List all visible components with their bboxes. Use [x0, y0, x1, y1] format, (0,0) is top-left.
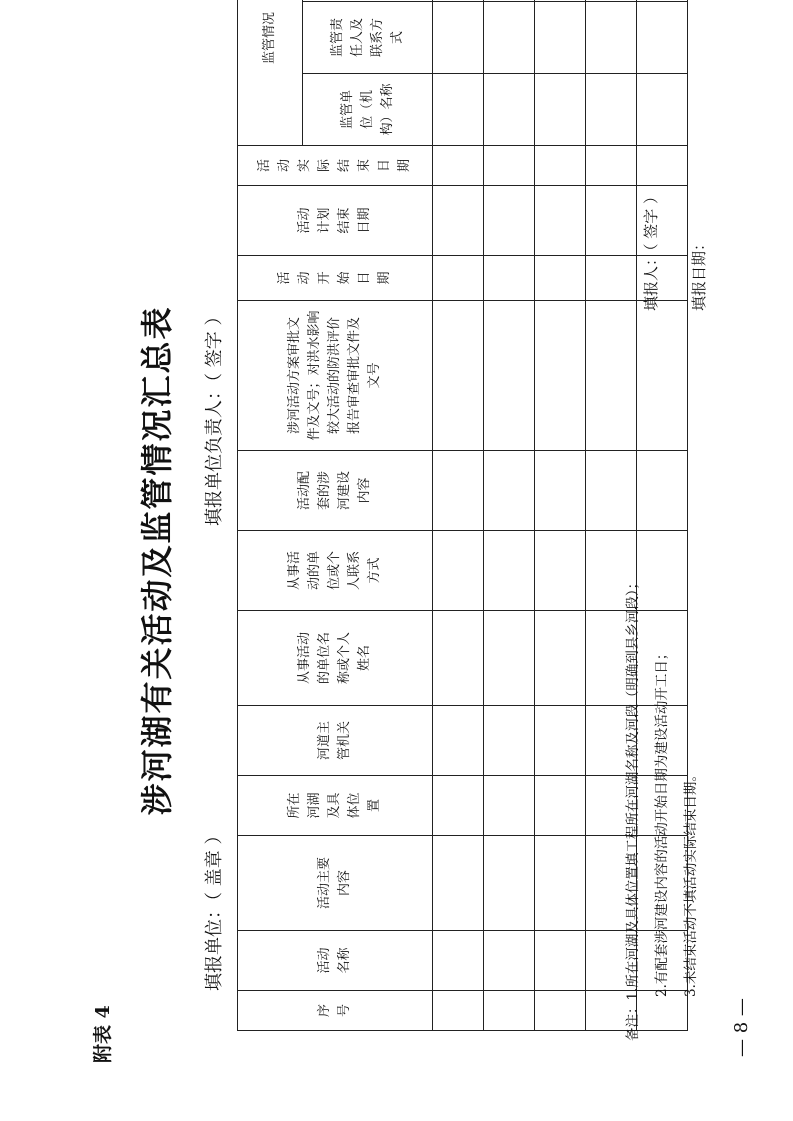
page-title: 涉河湖有关活动及监管情况汇总表 — [138, 305, 176, 816]
table-cell[interactable] — [535, 256, 586, 301]
table-cell[interactable] — [484, 931, 535, 991]
table-cell[interactable] — [535, 611, 586, 706]
table-cell[interactable] — [586, 146, 637, 186]
header-main-content: 活动主要 内容 — [238, 836, 433, 931]
header-authority: 河道主 管机关 — [238, 706, 433, 776]
note-line-3: 3.未结束活动不填活动实际结束日期。 — [683, 768, 699, 997]
table-cell[interactable] — [484, 776, 535, 836]
table-row — [433, 0, 484, 1031]
table-cell[interactable] — [637, 146, 688, 186]
table-cell[interactable] — [535, 451, 586, 531]
table-cell[interactable] — [484, 706, 535, 776]
table-cell[interactable] — [535, 706, 586, 776]
date-label: 填报日期： — [690, 235, 708, 311]
table-cell[interactable] — [637, 2, 688, 74]
table-cell[interactable] — [535, 301, 586, 451]
note-line-1: 备注：1.所在河湖及具体位置填工程所在河湖名称及河段（明确到县乡河段）； — [625, 575, 641, 1041]
note-line-2: 2.有配套涉河建设内容的活动开始日期为建设活动开工日； — [654, 646, 670, 997]
table-cell[interactable] — [484, 611, 535, 706]
header-index: 序 号 — [238, 991, 433, 1031]
table-cell[interactable] — [484, 0, 535, 2]
table-cell[interactable] — [433, 301, 484, 451]
header-planned-end: 活动 计划 结束 日期 — [238, 186, 433, 256]
table-cell[interactable] — [535, 146, 586, 186]
table-cell[interactable] — [535, 991, 586, 1031]
header-approval-docs: 涉河活动方案审批文 件及文号；对洪水影响 较大活动的防洪评价 报告审查审批文件及 文号 — [238, 301, 433, 451]
header-supervision-unit: 监管单 位（机 构）名称 — [303, 74, 433, 146]
header-supervision-person: 监管责 任人及 联系方 式 — [303, 2, 433, 74]
table-cell[interactable] — [535, 836, 586, 931]
table-cell[interactable] — [586, 74, 637, 146]
fill-unit-label: 填报单位：（ 盖章 ） — [204, 826, 225, 991]
table-cell[interactable] — [484, 146, 535, 186]
table-cell[interactable] — [433, 836, 484, 931]
table-cell[interactable] — [433, 0, 484, 2]
table-cell[interactable] — [433, 991, 484, 1031]
table-cell[interactable] — [433, 451, 484, 531]
signer-label: 填报人：（ 签字 ） — [642, 188, 660, 311]
table-cell[interactable] — [433, 256, 484, 301]
table-cell[interactable] — [484, 2, 535, 74]
table-cell[interactable] — [433, 186, 484, 256]
table-cell[interactable] — [535, 2, 586, 74]
table-cell[interactable] — [484, 451, 535, 531]
table-cell[interactable] — [433, 931, 484, 991]
table-cell[interactable] — [433, 146, 484, 186]
page-number: — 8 — — [731, 998, 752, 1057]
table-cell[interactable] — [484, 186, 535, 256]
table-cell[interactable] — [484, 991, 535, 1031]
table-cell[interactable] — [484, 531, 535, 611]
table-cell[interactable] — [433, 531, 484, 611]
table-cell[interactable] — [433, 74, 484, 146]
table-cell[interactable] — [484, 301, 535, 451]
table-row — [535, 0, 586, 1031]
appendix-label: 附表 4 — [92, 1005, 114, 1063]
table-cell[interactable] — [433, 611, 484, 706]
header-inspection-frequency — [303, 0, 433, 2]
table-cell[interactable] — [586, 0, 637, 2]
table-cell[interactable] — [535, 186, 586, 256]
table-cell[interactable] — [433, 776, 484, 836]
table-cell[interactable] — [535, 0, 586, 2]
header-activity-name: 活动 名称 — [238, 931, 433, 991]
table-cell[interactable] — [637, 0, 688, 2]
header-contact: 从事活 动的单 位或个 人联系 方式 — [238, 531, 433, 611]
table-cell[interactable] — [433, 2, 484, 74]
header-location: 所在 河湖 及具 体位 置 — [238, 776, 433, 836]
table-cell[interactable] — [637, 74, 688, 146]
table-cell[interactable] — [484, 74, 535, 146]
table-cell[interactable] — [484, 836, 535, 931]
header-start-date: 活 动 开 始 日 期 — [238, 256, 433, 301]
table-row — [484, 0, 535, 1031]
header-actual-end: 活 动 实 际 结 束 日 期 — [238, 146, 433, 186]
table-cell[interactable] — [433, 706, 484, 776]
table-cell[interactable] — [586, 186, 637, 256]
table-cell[interactable] — [484, 256, 535, 301]
responsible-person-label: 填报单位负责人：（ 签字 ） — [204, 307, 225, 526]
table-cell[interactable] — [535, 531, 586, 611]
header-construction: 活动配 套的涉 河建设 内容 — [238, 451, 433, 531]
table-cell[interactable] — [535, 74, 586, 146]
header-supervision-group: 监管情况 — [238, 0, 303, 146]
table-cell[interactable] — [535, 931, 586, 991]
table-cell[interactable] — [535, 776, 586, 836]
table-cell[interactable] — [586, 2, 637, 74]
notes — [619, 281, 706, 1041]
header-unit-name: 从事活动 的单位名 称或个人 姓名 — [238, 611, 433, 706]
